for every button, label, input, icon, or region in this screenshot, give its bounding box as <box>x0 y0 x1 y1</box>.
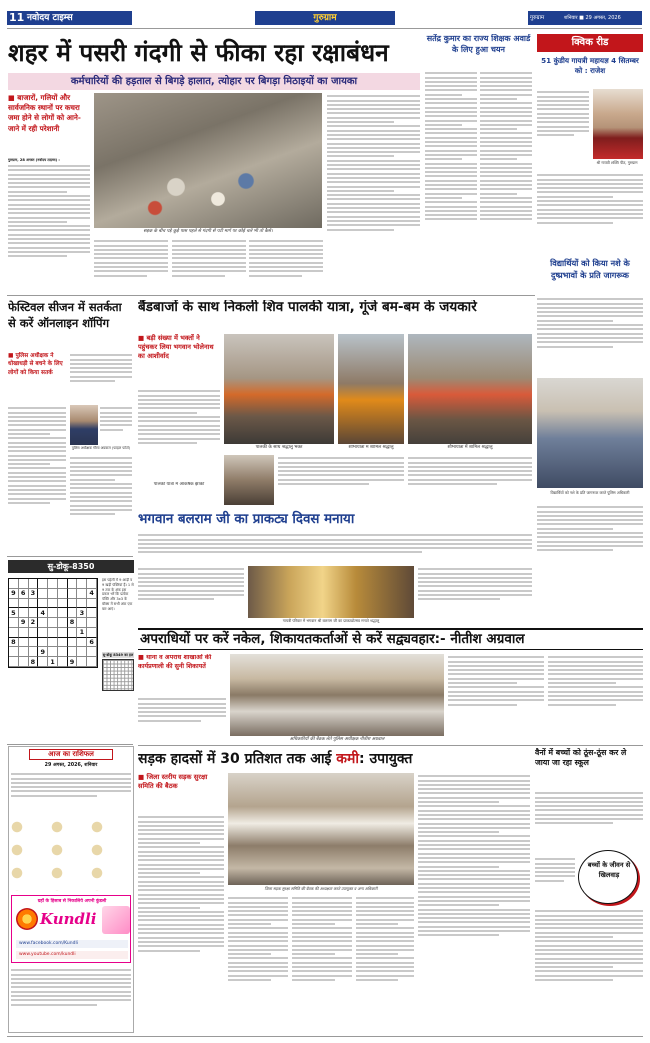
sudoku-answer-grid <box>102 659 134 691</box>
rashifal-body-b <box>11 967 131 1031</box>
festival-story-photo <box>70 405 98 445</box>
shiv-story-body-col2 <box>278 455 404 505</box>
teacher-story-body-col2 <box>480 70 532 292</box>
youth-story-body-top <box>537 296 643 376</box>
sudoku-cell <box>58 638 68 648</box>
sudoku-cell <box>19 579 29 589</box>
crime-story-headline: अपराधियों पर करें नकेल, शिकायतकर्ताओं से करें सद्व्यवहार:- नीतीश अग्रवाल <box>140 631 525 647</box>
sudoku-cell: 5 <box>9 608 19 618</box>
quick-read-body-b <box>537 172 643 256</box>
sudoku-cell <box>29 638 39 648</box>
kundli-contact-1[interactable]: www.facebook.com/Kundli <box>16 940 128 948</box>
kids-story-body-bottom <box>535 908 643 1032</box>
sudoku-cell <box>48 608 58 618</box>
shiv-story-photo-3 <box>408 334 532 444</box>
sudoku-cell <box>58 628 68 638</box>
sudoku-cell <box>29 628 39 638</box>
sudoku-cell <box>87 628 97 638</box>
sudoku-cell: 8 <box>68 618 78 628</box>
sudoku-cell: 1 <box>77 628 87 638</box>
rashifal-box <box>8 746 134 1033</box>
divider-row1 <box>7 295 535 296</box>
road-story-photo-caption: जिला सड़क सुरक्षा समिति की बैठक की अध्यक्षता करते उपायुक्त व अन्य अधिकारी <box>264 886 378 891</box>
divider-row3 <box>7 744 133 745</box>
sudoku-cell <box>9 647 19 657</box>
sudoku-cell <box>9 657 19 667</box>
balram-story-photo-caption: गायत्री परिवार में भगवान श्री बलराम जी का प्राकट्योत्सव मनाते श्रद्धालु <box>282 618 380 623</box>
shiv-story-subhead: ■ बड़ी संख्या में भक्तों ने पहुंचकर लिया भगवान भोलेनाथ का आशीर्वाद <box>138 334 214 360</box>
crime-story-body-col1 <box>138 696 226 744</box>
sudoku-cell <box>9 599 19 609</box>
sudoku-cell <box>58 618 68 628</box>
shiv-story-caption-1: पालकी के साथ श्रद्धालु भक्त <box>255 445 303 450</box>
sudoku-cell <box>9 618 19 628</box>
shiv-story-photo-4 <box>224 455 274 505</box>
sudoku-cell: 8 <box>9 638 19 648</box>
road-story-highlight: कमी <box>336 751 359 767</box>
shiv-story-body-col1 <box>138 388 220 478</box>
sudoku-cell <box>29 647 39 657</box>
festival-story-body-col2 <box>100 405 132 445</box>
section-name: गुरुग्राम <box>313 13 337 23</box>
sudoku-cell: 3 <box>77 608 87 618</box>
sudoku-cell <box>19 647 29 657</box>
road-story-body-col5 <box>418 773 530 1032</box>
sudoku-cell: 9 <box>68 657 78 667</box>
road-story-headline <box>138 748 530 770</box>
sudoku-cell <box>87 608 97 618</box>
sudoku-cell <box>19 599 29 609</box>
sudoku-cell: 9 <box>19 618 29 628</box>
festival-story-headline: फेस्टिवल सीजन में सतर्कता से करें ऑनलाइन शॉपिंग <box>8 300 122 330</box>
sudoku-cell <box>87 618 97 628</box>
road-story-subhead: ■ जिला स्तरीय सड़क सुरक्षा समिति की बैठक <box>138 773 208 790</box>
road-story-body-col2 <box>228 895 288 1032</box>
shiv-story-photo-1 <box>224 334 334 444</box>
sudoku-cell <box>77 638 87 648</box>
sudoku-cell <box>77 589 87 599</box>
kids-story-body-left <box>535 856 575 904</box>
quick-read-label: क्विक रीड <box>571 37 609 48</box>
sudoku-cell <box>19 638 29 648</box>
bottom-rule <box>7 1036 643 1037</box>
sudoku-cell <box>68 589 78 599</box>
masthead-location: गुरुग्राम <box>530 15 545 21</box>
quick-read-headline: 51 कुंडीय गायत्री महायज्ञ 4 सितम्बर को : राजेश <box>541 56 639 75</box>
rashifal-title: आज का राशिफल <box>48 750 94 758</box>
sudoku-box <box>8 560 134 740</box>
sudoku-cell <box>68 608 78 618</box>
road-story-body-col4 <box>356 895 414 1032</box>
paper-name: नवोदय टाइम्स <box>27 13 73 23</box>
kundli-contact-2[interactable]: www.youtube.com/kundli <box>16 951 128 959</box>
top-story-photo-caption: सड़क के बीच पड़े कूड़े पास पहले से गंदगी से पटी मार्ग पर कोई चले भी तो कैसे। <box>143 229 273 234</box>
sudoku-cell <box>38 618 48 628</box>
shiv-story-caption-2: शोभायात्रा में शामिल श्रद्धालु <box>348 445 394 450</box>
sudoku-cell <box>87 647 97 657</box>
sudoku-title: सु-डोकू-8350 <box>47 562 95 571</box>
sudoku-cell <box>77 618 87 628</box>
sudoku-cell <box>58 647 68 657</box>
road-story-photo <box>228 773 414 885</box>
crime-story-body-col2 <box>448 654 544 744</box>
rashifal-date: 29 अगस्त, 2026, शनिवार <box>44 763 98 768</box>
festival-story-body-col1 <box>8 405 66 553</box>
teacher-story-body-col1 <box>425 70 477 292</box>
balram-story-photo <box>248 566 414 618</box>
quick-read-box <box>537 34 643 256</box>
sudoku-cell <box>77 599 87 609</box>
sudoku-cell <box>48 628 58 638</box>
road-story-body-col3 <box>292 895 352 1032</box>
sudoku-cell: 8 <box>29 657 39 667</box>
crime-story-body-col3 <box>548 654 643 744</box>
kundli-logo-icon <box>16 908 38 930</box>
sudoku-cell <box>48 618 58 628</box>
crime-story-photo-caption: अधिकारियों की बैठक लेते पुलिस अधीक्षक नीतीश अग्रवाल <box>289 737 385 742</box>
balram-story-body <box>138 532 532 564</box>
page-number: 11 <box>9 11 25 24</box>
sudoku-cell <box>77 647 87 657</box>
sudoku-instructions: इस पहेली में 9 आड़ी व 9 खड़ी पंक्तियां हैं। 1 से 9 तक के अंक इस प्रकार भरें कि प्रत्येक पंक्ति और 3x3 के बॉक्स में सभी अंक एक बार आएं। <box>102 578 134 611</box>
sudoku-cell: 6 <box>87 638 97 648</box>
photo-debris <box>134 163 274 223</box>
sudoku-cell: 4 <box>87 589 97 599</box>
divider-row4 <box>138 745 643 746</box>
crime-story-subhead: ■ थाना व अपराध शाखाओं की कार्यप्रणाली की सुनी शिकायतें <box>138 654 212 670</box>
rashifal-signs-grid <box>11 821 131 891</box>
festival-story-subhead: ■ पुलिस अधीक्षक ने धोखाधड़ी से बचने के लिए लोगों को किया सतर्क <box>8 353 63 376</box>
quick-read-body-a <box>537 89 589 167</box>
sudoku-cell <box>48 638 58 648</box>
balram-story-body-left <box>138 566 244 624</box>
shiv-story-headline-text: बैंडबाजों के साथ निकली शिव पालकी यात्रा, गूंजे बम-बम के जयकारे <box>138 300 477 315</box>
sudoku-cell <box>29 608 39 618</box>
kids-story-headline: वैनों में बच्चों को ठूंस-ठूंस कर ले जाया जा रहा स्कूल <box>535 748 627 767</box>
sudoku-cell <box>77 579 87 589</box>
shiv-story-caption-4: पालकी यात्रा में आकर्षक झांकी <box>153 482 205 487</box>
sudoku-cell <box>29 599 39 609</box>
sudoku-cell <box>38 589 48 599</box>
youth-story-photo <box>537 378 643 488</box>
top-story-body-col1 <box>8 158 90 291</box>
sudoku-cell <box>68 638 78 648</box>
sudoku-cell <box>19 608 29 618</box>
kids-story-body-top <box>535 790 643 852</box>
sudoku-cell <box>48 579 58 589</box>
sudoku-cell <box>38 657 48 667</box>
sudoku-cell <box>38 599 48 609</box>
sudoku-cell: 9 <box>38 647 48 657</box>
sudoku-cell <box>58 599 68 609</box>
sudoku-cell <box>68 579 78 589</box>
sudoku-cell <box>48 599 58 609</box>
sudoku-cell <box>77 657 87 667</box>
youth-story-photo-caption: विद्यार्थियों को नशे के प्रति जागरूक करते पुलिस अधिकारी <box>550 490 630 495</box>
top-story-body-col3 <box>172 238 246 292</box>
shiv-story-caption-3: शोभायात्रा में शामिल श्रद्धालु <box>447 445 493 450</box>
sudoku-cell <box>9 628 19 638</box>
sudoku-cell <box>38 638 48 648</box>
kundli-ad-art <box>102 906 130 934</box>
quick-read-photo <box>593 89 643 159</box>
balram-story-body-right <box>418 566 532 624</box>
masthead <box>0 0 650 30</box>
top-story-subhead: कर्मचारियों की हड़ताल से बिगड़े हालात, त्योहार पर बिगड़ा मिठाइयों का जायका <box>70 76 358 87</box>
masthead-date: शनिवार ■ 29 अगस्त, 2026 <box>564 15 621 21</box>
sudoku-cell: 1 <box>48 657 58 667</box>
sudoku-cell: 9 <box>9 589 19 599</box>
festival-story-body-col2-top <box>70 352 132 402</box>
sudoku-cell <box>68 628 78 638</box>
kundli-ad[interactable] <box>11 895 131 963</box>
sudoku-cell <box>48 647 58 657</box>
sudoku-cell <box>19 628 29 638</box>
kids-story-badge-text: बच्चों के जीवन से खिलवाड़ <box>587 861 631 879</box>
road-story-body-col1 <box>138 814 224 1032</box>
sudoku-cell <box>68 599 78 609</box>
teacher-story-headline: सतेंद्र कुमार का राज्य शिक्षक अवार्ड के लिए हुआ चयन <box>426 34 531 54</box>
masthead-rule <box>7 28 642 29</box>
sudoku-cell <box>19 657 29 667</box>
crime-story-photo <box>230 654 444 736</box>
top-story-body-col5 <box>327 93 420 291</box>
top-story-dateline: गुरुग्राम, 28 अगस्त (नवोदय टाइम्स) : <box>8 158 60 162</box>
balram-story-headline: भगवान बलराम जी का प्राकट्य दिवस मनाया <box>138 512 355 527</box>
kids-story-badge <box>578 850 638 904</box>
top-story-headline: शहर में पसरी गंदगी से फीका रहा रक्षाबंधन <box>8 38 389 67</box>
shiv-story-headline <box>138 300 532 330</box>
sudoku-cell <box>58 589 68 599</box>
kundli-brand: Kundli <box>40 910 97 928</box>
sudoku-grid <box>8 578 98 668</box>
festival-story-photo-caption: पुलिस अधीक्षक गौरव अग्रवाल (फाइल फोटो) <box>71 446 131 450</box>
top-story-body-col4 <box>249 238 323 292</box>
festival-story-body-col2b <box>70 455 132 553</box>
top-story-side-headline: ■ बाजारों, गलियों और सार्वजनिक स्थानों पर कचरा जमा होने से लोगों को आने-जाने में रही परेशानी <box>8 93 81 133</box>
youth-story-headline: विद्यार्थियों को किया नशे के दुष्प्रभावों के प्रति जागरूक <box>550 258 630 280</box>
top-story-photo <box>94 93 322 228</box>
divider-row2 <box>7 556 133 557</box>
sudoku-cell: 6 <box>19 589 29 599</box>
shiv-story-photo-2 <box>338 334 404 444</box>
sudoku-cell <box>29 579 39 589</box>
sudoku-cell <box>48 589 58 599</box>
sudoku-cell <box>9 579 19 589</box>
sudoku-answer-title: सु-डोकू 8349 का हल <box>102 653 134 657</box>
sudoku-cell <box>68 647 78 657</box>
rashifal-body-a <box>11 771 131 819</box>
sudoku-cell: 2 <box>29 618 39 628</box>
kundli-ad-tagline: ग्रहों के हिसाब से निकालिये अपनी कुंडली <box>37 899 107 904</box>
road-story-headline-text: सड़क हादसों में 30 प्रतिशत तक आई कमी: उपायुक्त <box>138 751 413 767</box>
sudoku-cell <box>87 579 97 589</box>
sudoku-cell <box>87 657 97 667</box>
youth-story-body-bottom <box>537 504 643 578</box>
sudoku-cell <box>58 579 68 589</box>
quick-read-photo-caption: श्री गायत्री शक्ति पीठ, गुरुग्राम <box>596 160 638 165</box>
sudoku-cell: 4 <box>38 608 48 618</box>
sudoku-cell <box>38 579 48 589</box>
sudoku-cell <box>38 628 48 638</box>
sudoku-cell <box>58 657 68 667</box>
sudoku-cell: 3 <box>29 589 39 599</box>
sudoku-cell <box>58 608 68 618</box>
shiv-story-body-col3 <box>408 455 532 505</box>
sudoku-cell <box>87 599 97 609</box>
top-story-body-col2 <box>94 238 168 292</box>
